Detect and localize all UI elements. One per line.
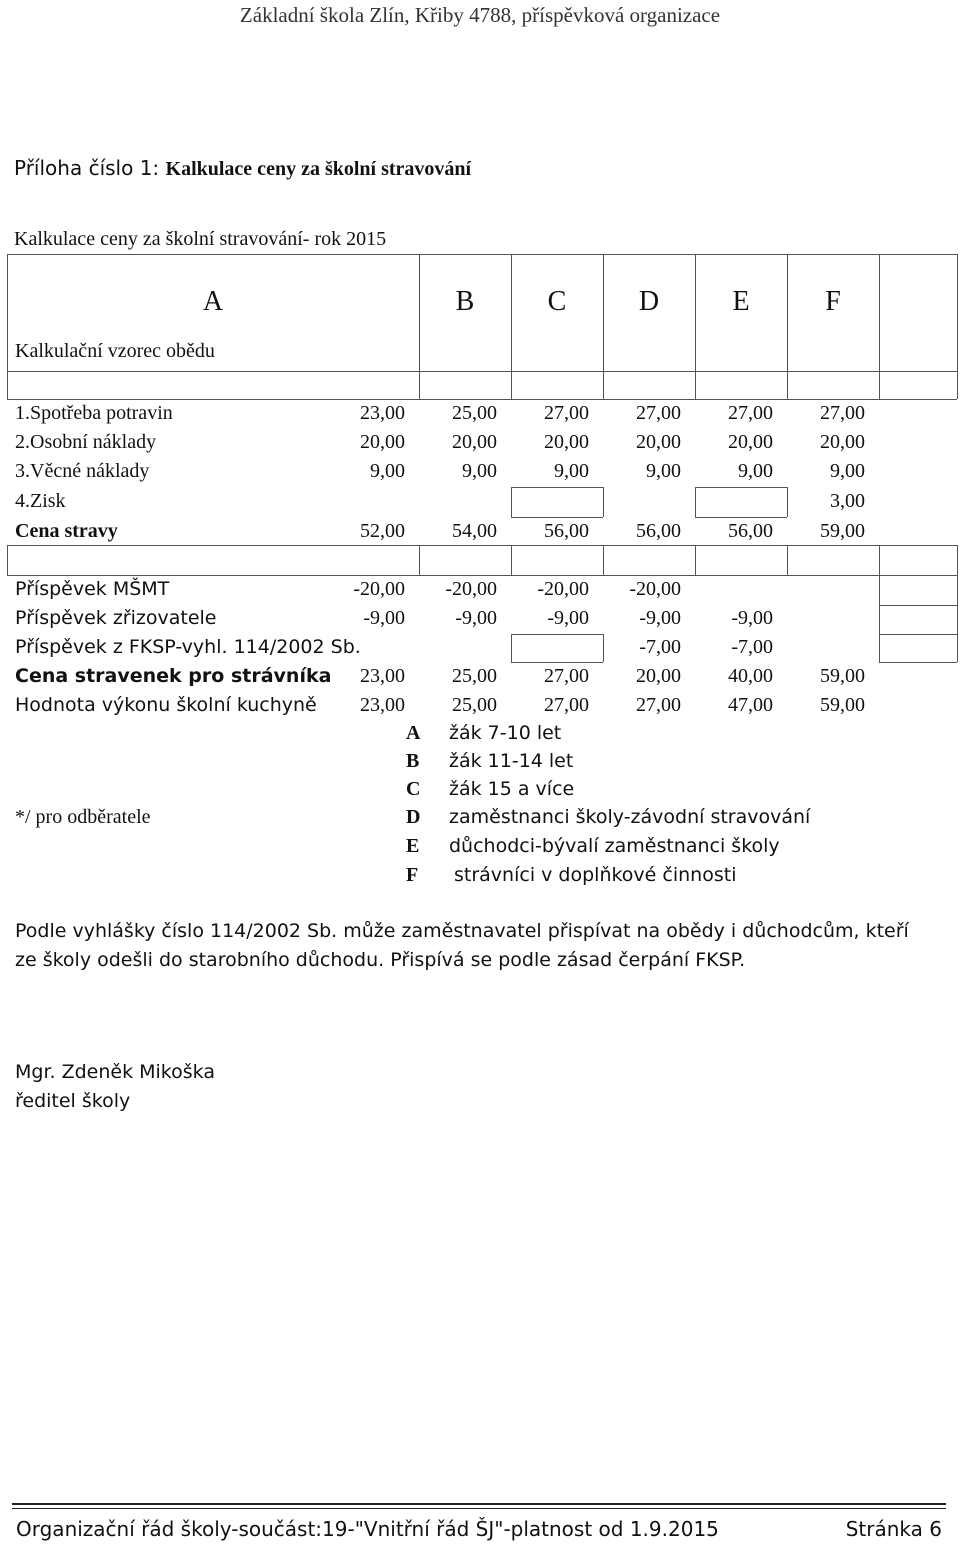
empty-cell-rule [511, 634, 603, 635]
row-label: Příspěvek MŠMT [15, 578, 170, 600]
table-cell: 3,00 [830, 490, 865, 512]
table-cell: -9,00 [363, 607, 405, 629]
row-label: Cena stravy [15, 520, 118, 542]
row-label: Cena stravenek pro strávníka [15, 665, 332, 687]
table-cell: 9,00 [462, 460, 497, 482]
table-col-rule [695, 254, 696, 371]
table-cell: 56,00 [544, 520, 589, 542]
column-header-a: A [202, 286, 224, 317]
table-cell: 9,00 [738, 460, 773, 482]
table-col-rule [511, 254, 512, 371]
column-header-f: F [825, 286, 841, 317]
table-cell: 20,00 [728, 431, 773, 453]
empty-cell-rule [879, 634, 957, 635]
column-header-c: C [547, 286, 567, 317]
empty-cell-rule [511, 662, 603, 663]
table-cell: 9,00 [370, 460, 405, 482]
output-cell: 27,00 [636, 694, 681, 716]
row-label: Příspěvek z FKSP-vyhl. 114/2002 Sb. [15, 636, 361, 658]
table-cell: -9,00 [639, 607, 681, 629]
table-col-rule [957, 254, 958, 371]
legend-note: */ pro odběratele [15, 806, 151, 828]
table-rule [7, 399, 957, 400]
empty-cell-rule [957, 605, 958, 634]
table-cell: 25,00 [452, 402, 497, 424]
table-col-rule [511, 545, 512, 575]
empty-cell-rule [695, 517, 787, 518]
signature-name: Mgr. Zdeněk Mikoška [15, 1061, 215, 1083]
empty-cell-rule [957, 575, 958, 605]
table-col-rule [603, 545, 604, 575]
output-cell: 23,00 [360, 694, 405, 716]
table-col-rule [879, 254, 880, 371]
table-col-rule [695, 545, 696, 575]
row-label: Příspěvek zřizovatele [15, 607, 217, 629]
output-row-label: Hodnota výkonu školní kuchyně [15, 694, 317, 716]
page-header: Základní škola Zlín, Křiby 4788, příspěvková organizace [239, 3, 721, 27]
table-cell: 27,00 [820, 402, 865, 424]
table-cell: 20,00 [636, 665, 681, 687]
table-cell: 9,00 [646, 460, 681, 482]
empty-cell-rule [695, 487, 696, 517]
table-cell: -20,00 [353, 578, 405, 600]
table-cell: 54,00 [452, 520, 497, 542]
empty-cell-rule [879, 575, 880, 605]
table-col-rule [419, 254, 420, 371]
empty-cell-rule [603, 487, 604, 517]
table-cell: 20,00 [636, 431, 681, 453]
table-cell: 20,00 [360, 431, 405, 453]
table-cell: 25,00 [452, 665, 497, 687]
legend-code: A [406, 722, 421, 744]
row-label: 4.Zisk [15, 490, 66, 512]
table-cell: -9,00 [731, 607, 773, 629]
table-rule [7, 575, 957, 576]
table-col-rule [7, 254, 8, 371]
table-col-rule [419, 545, 420, 575]
footer-rule [12, 1503, 946, 1505]
table-cell: 27,00 [544, 665, 589, 687]
table-cell: 56,00 [636, 520, 681, 542]
table-col-rule [511, 371, 512, 399]
footer-text: Organizační řád školy-součást:19-"Vnitřní řád ŠJ"-platnost od 1.9.2015 [16, 1517, 719, 1541]
empty-cell-rule [695, 487, 787, 488]
table-cell: 56,00 [728, 520, 773, 542]
column-header-d: D [638, 286, 660, 317]
paragraph-line-2: ze školy odešli do starobního důchodu. Přispívá se podle zásad čerpání FKSP. [15, 949, 746, 971]
document-subtitle: Kalkulace ceny za školní stravování- rok 2015 [14, 228, 387, 250]
table-cell: 9,00 [554, 460, 589, 482]
table-cell: -7,00 [639, 636, 681, 658]
table-cell: -20,00 [629, 578, 681, 600]
table-col-rule [879, 371, 880, 399]
empty-cell-rule [957, 634, 958, 662]
legend-text: žák 15 a více [449, 778, 575, 800]
table-cell: -7,00 [731, 636, 773, 658]
table-cell: 20,00 [820, 431, 865, 453]
empty-cell-rule [879, 605, 957, 606]
table-cell: 20,00 [452, 431, 497, 453]
table-cell: 40,00 [728, 665, 773, 687]
legend-text: důchodci-bývalí zaměstnanci školy [449, 835, 780, 857]
legend-code: E [406, 835, 420, 857]
legend-code: C [406, 778, 421, 800]
table-col-rule [879, 545, 880, 575]
table-cell: 23,00 [360, 402, 405, 424]
column-header-b: B [455, 286, 475, 317]
empty-cell-rule [879, 634, 880, 662]
empty-cell-rule [879, 662, 957, 663]
row-label: 1.Spotřeba potravin [15, 402, 173, 424]
table-col-rule [7, 371, 8, 399]
legend-code: F [406, 864, 419, 886]
paragraph-line-1: Podle vyhlášky číslo 114/2002 Sb. může zaměstnavatel přispívat na obědy i důchodcům, kteří [15, 920, 909, 942]
empty-cell-rule [511, 487, 603, 488]
table-col-rule [787, 545, 788, 575]
table-cell: 59,00 [820, 665, 865, 687]
output-cell: 27,00 [544, 694, 589, 716]
table-col-rule [957, 371, 958, 399]
legend-text: žák 7-10 let [449, 722, 562, 744]
legend-text: zaměstnanci školy-závodní stravování [449, 806, 811, 828]
output-cell: 25,00 [452, 694, 497, 716]
table-cell: 27,00 [636, 402, 681, 424]
row-header-label: Kalkulační vzorec obědu [15, 340, 215, 362]
empty-cell-rule [879, 605, 880, 634]
table-cell: 52,00 [360, 520, 405, 542]
table-col-rule [603, 371, 604, 399]
table-col-rule [7, 545, 8, 575]
legend-code: D [406, 806, 421, 828]
table-cell: -9,00 [547, 607, 589, 629]
empty-cell-rule [511, 634, 512, 662]
table-rule [7, 371, 957, 372]
empty-cell-rule [511, 517, 603, 518]
legend-text: strávníci v doplňkové činnosti [454, 864, 737, 886]
column-header-e: E [732, 286, 750, 317]
empty-cell-rule [879, 575, 957, 576]
annex-line [14, 156, 471, 181]
table-rule [7, 545, 957, 546]
annex-prefix: Příloha číslo 1: [14, 156, 166, 180]
annex-title: Kalkulace ceny za školní stravování [165, 158, 472, 180]
table-col-rule [419, 371, 420, 399]
legend-text: žák 11-14 let [449, 750, 574, 772]
empty-cell-rule [511, 487, 512, 517]
table-col-rule [603, 254, 604, 371]
legend-code: B [406, 750, 420, 772]
table-col-rule [787, 254, 788, 371]
table-col-rule [957, 545, 958, 575]
row-label: 2.Osobní náklady [15, 431, 157, 453]
table-cell: -9,00 [455, 607, 497, 629]
page-number: Stránka 6 [845, 1517, 942, 1541]
footer-rule-thin [12, 1508, 946, 1509]
table-cell: 9,00 [830, 460, 865, 482]
table-cell: 20,00 [544, 431, 589, 453]
table-cell: -20,00 [537, 578, 589, 600]
table-rule [7, 254, 957, 255]
table-cell: 23,00 [360, 665, 405, 687]
table-cell: -20,00 [445, 578, 497, 600]
table-col-rule [787, 371, 788, 399]
output-cell: 47,00 [728, 694, 773, 716]
output-cell: 59,00 [820, 694, 865, 716]
table-col-rule [695, 371, 696, 399]
row-label: 3.Věcné náklady [15, 460, 150, 482]
table-cell: 27,00 [544, 402, 589, 424]
table-cell: 59,00 [820, 520, 865, 542]
table-cell: 27,00 [728, 402, 773, 424]
signature-role: ředitel školy [15, 1090, 131, 1112]
